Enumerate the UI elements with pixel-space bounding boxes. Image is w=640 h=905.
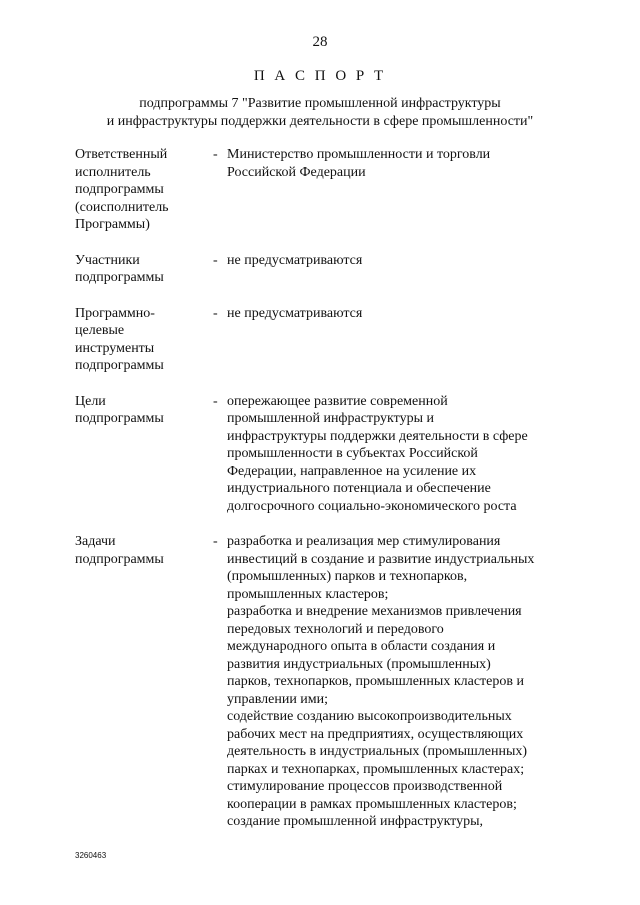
row-value-line: развития индустриальных (промышленных) [227,656,491,672]
row-value [227,305,595,375]
passport-row [75,305,595,375]
subtitle-line: и инфраструктуры поддержки деятельности в сфере промышленности" [106,114,534,129]
row-label-line: (соисполнитель [75,199,169,215]
row-dash: - [213,393,218,409]
row-label-line: Цели [75,393,106,409]
row-value-line: (промышленных) парков и технопарков, [227,569,468,584]
row-label-line: целевые [75,323,125,338]
row-value-line: рабочих мест на предприятиях, осуществляющих [227,726,524,742]
row-value-line: Российской Федерации [227,164,366,180]
subtitle-line: подпрограммы 7 "Развитие промышленной инфраструктуры [139,96,501,111]
row-value [227,533,595,831]
row-value-line: не предусматриваются [227,252,363,268]
row-label-line: подпрограммы [75,270,164,285]
passport-row [75,393,595,516]
row-label [75,252,213,287]
document-title: П А С П О Р Т [253,68,387,84]
row-value-line: Министерство промышленности и торговли [227,147,491,162]
row-label-line: подпрограммы [75,182,164,197]
row-label-line: подпрограммы [75,551,164,567]
document-subtitle [0,95,640,131]
passport-table [75,146,595,831]
row-value-line: разработка и внедрение механизмов привлечения [227,604,522,619]
row-dash: - [213,534,218,549]
row-label-line: подпрограммы [75,411,164,426]
row-value-line: парках и технопарках, промышленных кластерах; [227,761,525,777]
passport-row [75,533,595,831]
row-value-line: промышленной инфраструктуры и [227,411,434,426]
row-dash: - [213,305,218,321]
row-label-line: Ответственный [75,147,168,162]
row-value-line: передовых технологий и передового [227,621,444,637]
row-label-line: Программно- [75,305,155,321]
row-value-line: деятельность в индустриальных (промышленных) [227,744,528,759]
row-value-line: инфраструктуры поддержки деятельности в сфере [227,428,528,444]
row-dash: - [213,252,218,268]
row-value-line: содействие созданию высокопроизводительных [227,709,512,724]
row-value-line: опережающее развитие современной [227,393,448,409]
row-value-line: кооперации в рамках промышленных кластеров; [227,796,517,812]
row-value-line: индустриального потенциала и обеспечение [227,481,491,496]
row-value-line: долгосрочного социально-экономического роста [227,498,517,514]
row-label [75,146,213,234]
row-value-line: не предусматриваются [227,305,363,321]
row-label-line: Программы) [75,217,150,232]
row-value-line: создание промышленной инфраструктуры, [227,814,484,829]
row-label [75,533,213,831]
row-value-line: стимулирование процессов производственной [227,779,503,794]
row-value-line: Федерации, направленное на усиление их [227,463,477,479]
row-value [227,393,595,516]
row-label-line: подпрограммы [75,358,164,373]
passport-row [75,146,595,234]
row-value-line: промышленных кластеров; [227,586,389,602]
row-value-line: международного опыта в области создания и [227,639,496,654]
row-value [227,252,595,287]
row-label-line: исполнитель [75,164,151,180]
row-label [75,393,213,516]
row-label-line: Задачи [75,534,116,549]
row-value-line: инвестиций в создание и развитие индустриальных [227,551,535,567]
row-dash: - [213,147,218,162]
row-value-line: разработка и реализация мер стимулирования [227,534,501,549]
row-label-line: инструменты [75,340,155,356]
row-label [75,305,213,375]
row-value-line: промышленности в субъектах Российской [227,446,478,461]
row-value [227,146,595,234]
row-value-line: парков, технопарков, промышленных кластеров и [227,674,524,689]
document-code: 3260463 [75,851,107,860]
passport-row [75,252,595,287]
row-label-line: Участники [75,252,140,268]
page-number: 28 [312,34,328,50]
row-value-line: управлении ими; [227,691,329,707]
